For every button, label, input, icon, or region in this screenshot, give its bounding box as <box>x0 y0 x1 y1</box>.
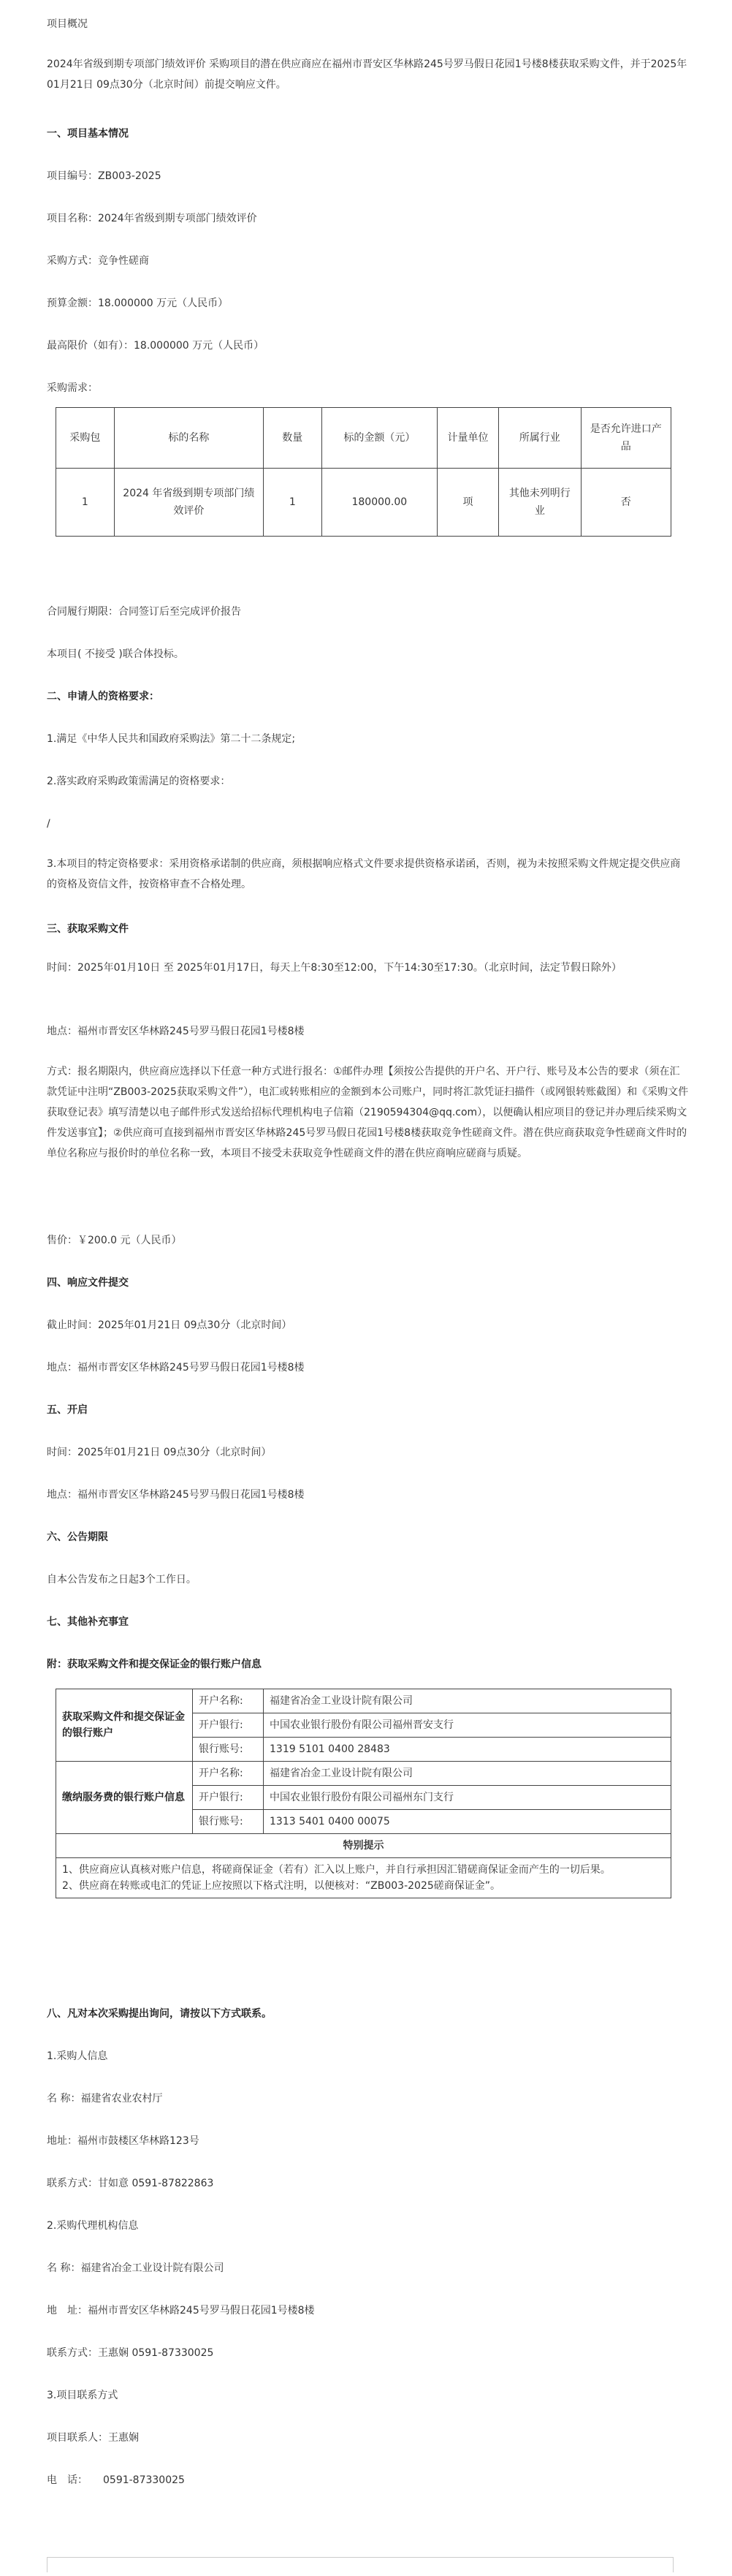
bank-value: 福建省冶金工业设计院有限公司 <box>264 1762 671 1786</box>
bottom-panel-edge <box>47 2557 674 2572</box>
purchaser-contact: 联系方式：甘如意 0591-87822863 <box>47 2178 214 2189</box>
table-cell: 180000.00 <box>321 469 437 537</box>
bank-group-1-title: 获取采购文件和提交保证金的银行账户 <box>56 1689 193 1762</box>
section-6-heading: 六、公告期限 <box>47 1531 108 1543</box>
table-cell: 1 <box>56 469 115 537</box>
table-cell: 2024 年省级到期专项部门绩效评价 <box>114 469 263 537</box>
special-tips-content <box>56 1858 671 1898</box>
bank-value: 1319 5101 0400 28483 <box>264 1738 671 1762</box>
tip-2: 2、供应商在转账或电汇的凭证上应按照以下格式注明，以便核对：“ZB003-2025磋商保证金”。 <box>62 1880 501 1892</box>
table-cell: 项 <box>438 469 499 537</box>
table-header-cell: 是否允许进口产品 <box>581 408 671 469</box>
max-price: 最高限价（如有）：18.000000 万元（人民币） <box>47 340 264 352</box>
bank-label: 开户名称: <box>193 1689 264 1713</box>
table-header-cell: 采购包 <box>56 408 115 469</box>
purchaser-title: 1.采购人信息 <box>47 2050 108 2062</box>
project-contact-title: 3.项目联系方式 <box>47 2390 118 2401</box>
bank-value: 福建省冶金工业设计院有限公司 <box>264 1689 671 1713</box>
submission-place: 地点：福州市晋安区华林路245号罗马假日花园1号楼8楼 <box>47 1362 305 1374</box>
table-header-cell: 所属行业 <box>499 408 581 469</box>
bank-account-table <box>56 1689 671 1898</box>
project-contact-phone: 电 话： 0591-87330025 <box>47 2474 185 2486</box>
budget-amount: 预算金额：18.000000 万元（人民币） <box>47 298 229 309</box>
bank-value: 1313 5401 0400 00075 <box>264 1810 671 1834</box>
requirement-1: 1.满足《中华人民共和国政府采购法》第二十二条规定; <box>47 733 296 745</box>
obtain-time: 时间：2025年01月10日 至 2025年01月17日，每天上午8:30至12:00，下午14:30至17:30。（北京时间，法定节假日除外） <box>47 962 622 974</box>
bank-label: 开户银行: <box>193 1713 264 1738</box>
consortium-note: 本项目( 不接受 )联合体投标。 <box>47 648 184 660</box>
agency-address: 地 址：福州市晋安区华林路245号罗马假日花园1号楼8楼 <box>47 2305 315 2316</box>
tip-1: 1、供应商应认真核对账户信息，将磋商保证金（若有）汇入以上账户，并自行承担因汇错磋商保证金而产生的一切后果。 <box>62 1864 611 1876</box>
table-header-cell: 计量单位 <box>438 408 499 469</box>
bank-group-2-title: 缴纳服务费的银行账户信息 <box>56 1762 193 1834</box>
bank-label: 银行账号: <box>193 1738 264 1762</box>
requirement-3: 3.本项目的特定资格要求：采用资格承诺制的供应商，须根据响应格式文件要求提供资格承诺函，否则，视为未按照采购文件规定提交供应商的资格及资信文件，按资格审查不合格处理。 <box>47 858 681 890</box>
bank-value: 中国农业银行股份有限公司福州晋安支行 <box>264 1713 671 1738</box>
special-tips-title: 特别提示 <box>56 1834 671 1858</box>
table-row <box>56 1858 671 1898</box>
overview-text: 2024年省级到期专项部门绩效评价 采购项目的潜在供应商应在福州市晋安区华林路245号罗马假日花园1号楼8楼获取采购文件，并于2025年01月21日 09点30分（北京时间）前提交响应文件。 <box>47 58 687 91</box>
section-8-heading: 八、凡对本次采购提出询问，请按以下方式联系。 <box>47 2008 272 2020</box>
table-row <box>56 469 671 537</box>
section-7-heading: 七、其他补充事宜 <box>47 1616 129 1628</box>
table-row <box>56 1689 671 1713</box>
table-header-cell: 标的金额（元） <box>321 408 437 469</box>
procurement-needs-label: 采购需求： <box>47 382 98 394</box>
table-row <box>56 1834 671 1858</box>
section-3-heading: 三、获取采购文件 <box>47 923 129 935</box>
project-number: 项目编号：ZB003-2025 <box>47 170 161 182</box>
document-price: 售价：￥200.0 元（人民币） <box>47 1235 182 1246</box>
procurement-method: 采购方式：竞争性磋商 <box>47 255 149 267</box>
table-row <box>56 1762 671 1786</box>
contract-period: 合同履行期限：合同签订后至完成评价报告 <box>47 606 241 618</box>
section-1-heading: 一、项目基本情况 <box>47 128 129 140</box>
table-header-cell: 标的名称 <box>114 408 263 469</box>
bank-value: 中国农业银行股份有限公司福州东门支行 <box>264 1786 671 1810</box>
notice-period: 自本公告发布之日起3个工作日。 <box>47 1574 197 1586</box>
agency-name: 名 称：福建省冶金工业设计院有限公司 <box>47 2262 224 2274</box>
agency-title: 2.采购代理机构信息 <box>47 2220 139 2232</box>
bank-label: 开户银行: <box>193 1786 264 1810</box>
purchaser-address: 地址：福州市鼓楼区华林路123号 <box>47 2135 199 2147</box>
table-header-cell: 数量 <box>263 408 321 469</box>
submission-deadline: 截止时间：2025年01月21日 09点30分（北京时间） <box>47 1319 292 1331</box>
bank-label: 银行账号: <box>193 1810 264 1834</box>
bank-info-caption: 附：获取采购文件和提交保证金的银行账户信息 <box>47 1659 262 1670</box>
overview-title: 项目概况 <box>47 18 88 30</box>
agency-contact: 联系方式：王惠娴 0591-87330025 <box>47 2347 214 2359</box>
table-header-row <box>56 408 671 469</box>
project-contact-person: 项目联系人：王惠娴 <box>47 2432 139 2444</box>
table-cell: 否 <box>581 469 671 537</box>
section-4-heading: 四、响应文件提交 <box>47 1277 129 1289</box>
bank-label: 开户名称: <box>193 1762 264 1786</box>
requirement-2-value: / <box>47 818 50 830</box>
opening-place: 地点：福州市晋安区华林路245号罗马假日花园1号楼8楼 <box>47 1489 305 1501</box>
procurement-needs-table <box>56 407 671 537</box>
requirement-2: 2.落实政府采购政策需满足的资格要求： <box>47 776 231 787</box>
purchaser-name: 名 称：福建省农业农村厅 <box>47 2093 163 2105</box>
obtain-place: 地点：福州市晋安区华林路245号罗马假日花园1号楼8楼 <box>47 1026 305 1037</box>
opening-time: 时间：2025年01月21日 09点30分（北京时间） <box>47 1447 272 1458</box>
table-cell: 其他未列明行业 <box>499 469 581 537</box>
obtain-method: 方式：报名期限内，供应商应选择以下任意一种方式进行报名：①邮件办理【须按公告提供的开户名、开户行、账号及本公告的要求（须在汇款凭证中注明“ZB003-2025获取采购文件”），电汇或转账相应的金额到本公司账户，同时将汇款凭证扫描件（或网银转账截图）和《采购文件获取登记表》填写清楚以电子邮件形式发送给招标代理机构电子信箱（2190594304@qq.com），以便确认相应项目的登记并办理后续采购文件发送事宜】；②供应商可直接到福州市晋安区华林路245号罗马假日花园1号楼8楼获取竞争性磋商文件。潜在供应商获取竞争性磋商文件时的单位名称应与报价时的单位名称一致，本项目不接受未获取竞争性磋商文件的潜在供应商响应磋商与质疑。 <box>47 1066 689 1159</box>
table-cell: 1 <box>263 469 321 537</box>
section-5-heading: 五、开启 <box>47 1404 88 1416</box>
project-name: 项目名称：2024年省级到期专项部门绩效评价 <box>47 213 257 224</box>
section-2-heading: 二、申请人的资格要求： <box>47 691 159 702</box>
